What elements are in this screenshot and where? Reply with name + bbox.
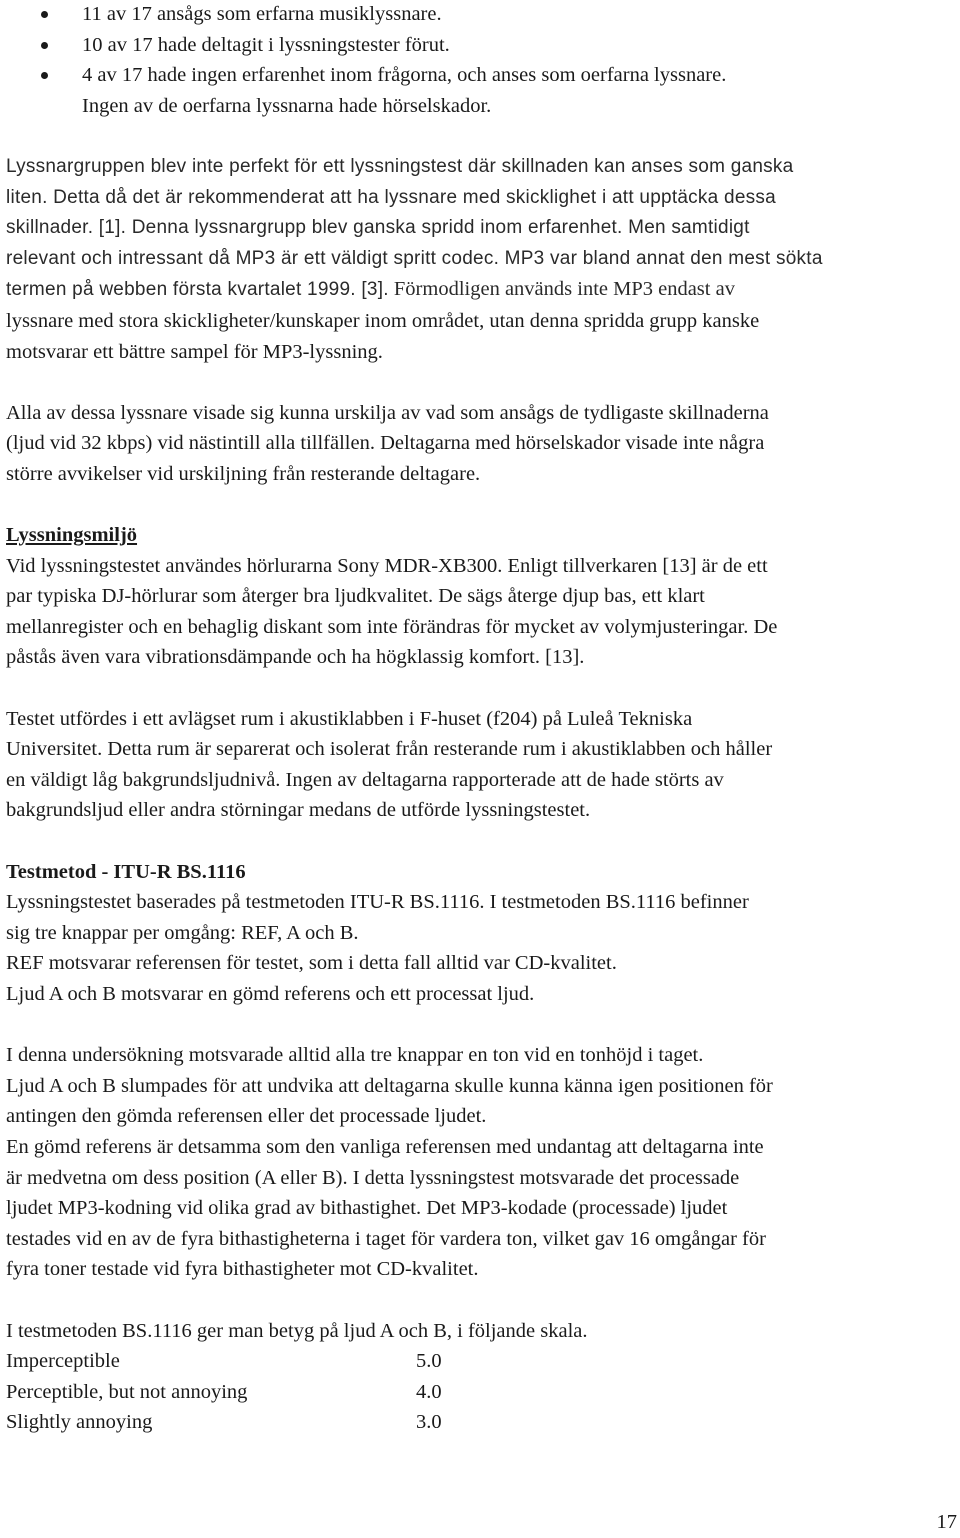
scale-label: Slightly annoying [6,1411,153,1434]
scale-score: 5.0 [416,1350,442,1373]
bullet-continuation: Ingen av de oerfarna lyssnarna hade hörselskador. [82,94,492,117]
bullet-icon [41,72,48,79]
list-item [6,30,956,61]
scale-score: 3.0 [416,1411,442,1434]
page-number: 17 [936,1511,957,1533]
method-paragraph: Lyssningstestet baserades på testmetoden ITU-R BS.1116. I testmetoden BS.1116 befinner sig tre knappar per omgång: REF, A och B. REF motsvarar referensen för testet, som i detta fall alltid var CD-kvalitet. Ljud A och B motsvarar en gömd referens och ett processat ljud. [6,891,749,1005]
list-item [6,0,956,30]
environment-paragraph: Vid lyssningstestet användes hörlurarna Sony MDR-XB300. Enligt tillverkaren [13] är de ett par typiska DJ-hörlurar som återger bra ljudkvalitet. De sägs återge djup bas, ett klart mellanregister och en behaglig diskant som inte förändras för mycket av volymjusteringar. De påstås även vara vibrationsdämpande och ha högklassig komfort. [13]. [6,554,778,669]
bullet-icon [41,42,48,49]
table-row [6,1377,956,1408]
bullet-text: 10 av 17 hade deltagit i lyssningstester förut. [82,33,450,56]
rating-scale-table [6,1346,956,1438]
table-row [6,1407,956,1438]
procedure-paragraph: I denna undersökning motsvarade alltid alla tre knappar en ton vid en tonhöjd i taget. Ljud A och B slumpades för att undvika att deltagarna skulle kunna känna igen positionen för antingen den gömda referensen eller det processade ljudet. En gömd referens är detsamma som den vanliga referensen med undantag att deltagarna inte är medvetna om dess position (A eller B). I detta lyssningstest motsvarade det processade ljudet MP3-kodning vid olika grad av bithastighet. Det MP3-kodade (processade) ljudet testades vid en av de fyra bithastigheterna i taget för vardera ton, vilket gav 16 omgångar för fyra toner testade vid fyra bithastigheter mot CD-kvalitet. [6,1044,773,1281]
scale-intro: I testmetoden BS.1116 ger man betyg på ljud A och B, i följande skala. [6,1319,588,1342]
listeners-paragraph: Alla av dessa lyssnare visade sig kunna urskilja av vad som ansågs de tydligaste skillnaderna (ljud vid 32 kbps) vid nästintill alla tillfällen. Deltagarna med hörselskador visade inte några större avvikelser vid urskiljning från resterande deltagare. [6,401,769,485]
list-item [6,60,956,91]
scale-score: 4.0 [416,1380,442,1403]
section-heading-test-method: Testmetod - ITU-R BS.1116 [6,860,246,883]
table-row [6,1346,956,1377]
scale-label: Perceptible, but not annoying [6,1380,248,1403]
participant-bullet-list [6,0,956,91]
bullet-text: 4 av 17 hade ingen erfarenhet inom frågorna, och anses som oerfarna lyssnare. [82,64,727,87]
document-page [6,0,956,1438]
listener-group-paragraph-end: lyssnare med stora skickligheter/kunskaper inom området, utan denna spridda grupp kanske motsvarar ett bättre sampel för MP3-lyssning. [6,309,760,363]
section-heading-listening-environment: Lyssningsmiljö [6,524,138,547]
scale-label: Imperceptible [6,1350,120,1373]
bullet-icon [41,11,48,18]
listener-group-paragraph: Lyssnargruppen blev inte perfekt för ett lyssningstest där skillnaden kan anses som ganska liten. Detta då det är rekommenderat att ha lyssnare med skicklighet i att upptäcka dessa skillnader. [1]. Denna lyssnargrupp blev ganska spridd inom erfarenhet. Men samtidigt relevant och intressant då MP3 är ett väldigt spritt codec. MP3 var bland annat den mest sökta termen på webben första kvartalet 1999. [3]. Förmodligen används inte MP3 endast av [6,155,823,301]
room-paragraph: Testet utfördes i ett avlägset rum i akustiklabben i F-huset (f204) på Luleå Tekniska Universitet. Detta rum är separerat och isolerat från resterande rum i akustiklabben och håller en väldigt låg bakgrundsljudnivå. Ingen av deltagarna rapporterade att de hade störts av bakgrundsljud eller andra störningar medans de utförde lyssningstestet. [6,707,773,822]
bullet-text: 11 av 17 ansågs som erfarna musiklyssnare. [82,3,442,25]
